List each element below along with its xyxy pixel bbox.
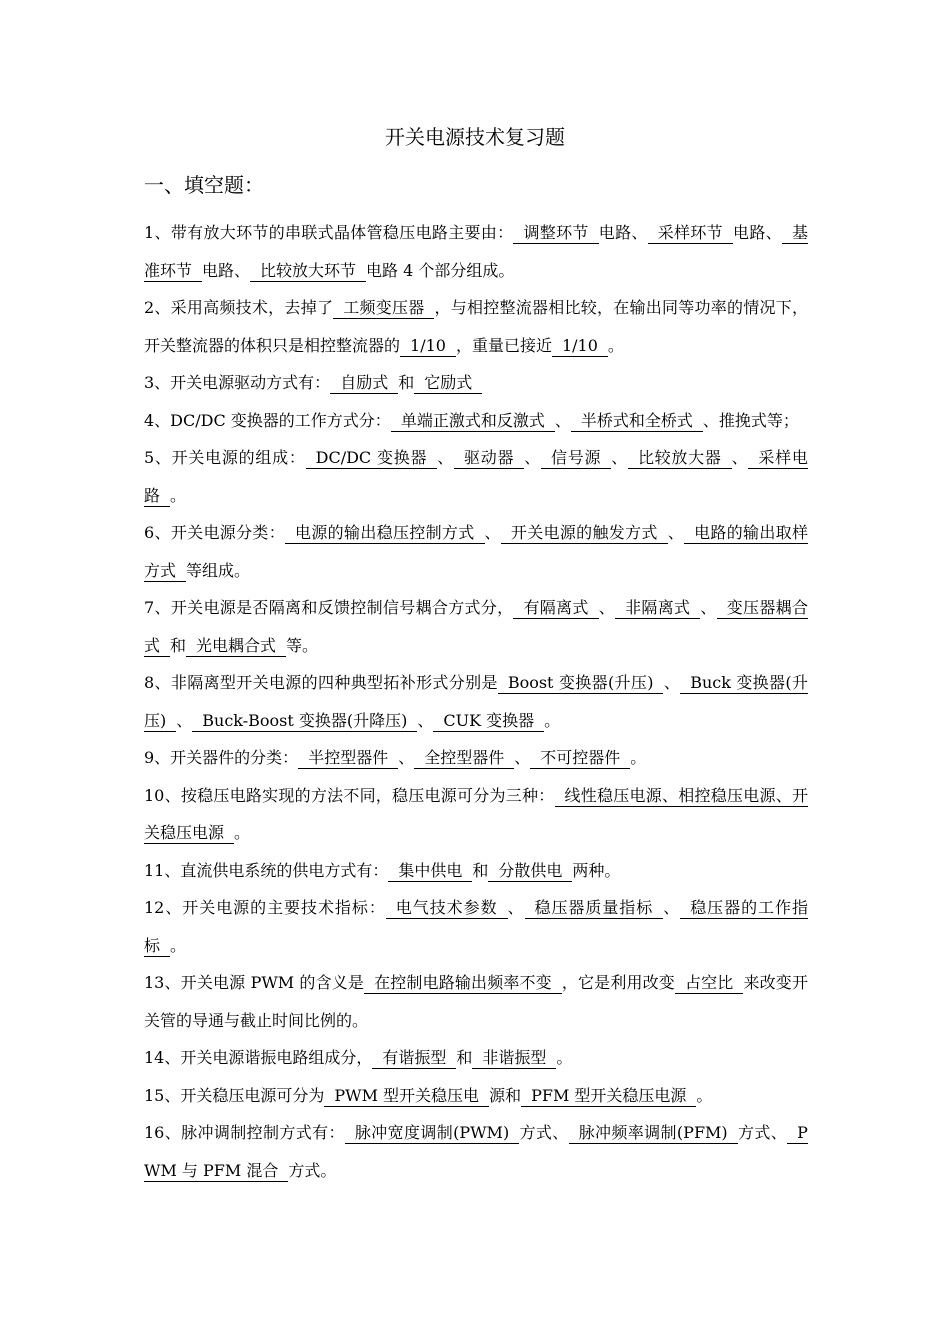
- answer-blank: 有谐振型: [372, 1048, 456, 1069]
- question-text: 、: [484, 523, 501, 542]
- question-text: 3、开关电源驱动方式有：: [144, 373, 331, 392]
- question-text: 和: [170, 635, 187, 655]
- question-text: 电路、: [598, 223, 648, 242]
- question-text: 和: [456, 1048, 473, 1067]
- question-text: 、: [514, 748, 531, 767]
- question-text: 和: [472, 860, 489, 880]
- answer-blank: 它励式: [414, 373, 482, 394]
- question-text: 。: [544, 710, 561, 730]
- question-item: [144, 589, 808, 664]
- answer-blank: 比较放大器: [628, 448, 732, 469]
- answer-blank: PWM 与 PFM 混合: [144, 1123, 808, 1180]
- question-text: 、: [663, 673, 681, 692]
- question-text: 9、开关器件的分类：: [144, 748, 299, 767]
- question-item: [144, 439, 808, 514]
- question-text: 。: [630, 748, 647, 767]
- answer-blank: 集中供电: [388, 861, 472, 882]
- answer-blank: 有隔离式: [513, 598, 598, 619]
- question-text: 。: [696, 1085, 713, 1105]
- question-text: 电路、: [202, 260, 251, 280]
- question-text: 。: [607, 335, 624, 355]
- question-item: [144, 852, 808, 890]
- question-text: 和: [398, 373, 415, 392]
- question-item: [144, 1077, 808, 1115]
- answer-blank: 光电耦合式: [186, 636, 286, 657]
- question-text: 6、开关电源分类：: [144, 523, 286, 542]
- question-text: 、: [398, 748, 415, 767]
- question-item: [144, 889, 808, 964]
- question-text: 7、开关电源是否隔离和反馈控制信号耦合方式分，: [144, 598, 514, 617]
- question-text: 、: [417, 710, 434, 730]
- answer-blank: 电路的输出取样方式: [144, 523, 808, 580]
- answer-blank: 变压器耦合式: [144, 598, 808, 655]
- answer-blank: PFM 型开关稳压电源: [521, 1086, 696, 1107]
- question-text: 等。: [286, 635, 319, 655]
- answer-blank: Buck 变换器(升压): [144, 673, 808, 730]
- question-text: 电路 4 个部分组成。: [366, 260, 515, 280]
- question-text: 5、开关电源的组成：: [144, 448, 306, 467]
- answer-blank: 占空比: [675, 973, 743, 994]
- answer-blank: 工频变压器: [333, 298, 434, 319]
- page-title: 开关电源技术复习题: [385, 125, 565, 149]
- answer-blank: 半桥式和全桥式: [571, 411, 703, 432]
- question-item: [144, 402, 808, 440]
- question-item: [144, 664, 808, 739]
- question-text: 1、带有放大环节的串联式晶体管稳压电路主要由：: [144, 223, 514, 242]
- question-item: [144, 289, 808, 364]
- answer-blank: 单端正激式和反激式: [391, 411, 555, 432]
- answer-blank: 半控型器件: [298, 748, 398, 769]
- question-item: [144, 514, 808, 589]
- question-item: [144, 1039, 808, 1077]
- question-text: ，重量已接近: [455, 335, 552, 355]
- question-text: 。: [170, 935, 187, 955]
- question-list: [144, 214, 808, 1189]
- question-text: ，它是利用改变: [561, 973, 675, 992]
- question-text: 、: [524, 448, 541, 467]
- answer-blank: 比较放大环节: [250, 261, 366, 282]
- question-text: 、: [437, 448, 454, 467]
- question-text: 4、DC/DC 变换器的工作方式分：: [144, 410, 391, 430]
- answer-blank: 全控型器件: [414, 748, 514, 769]
- question-text: 14、开关电源谐振电路组成分，: [144, 1048, 373, 1067]
- answer-blank: 1/10: [400, 336, 456, 357]
- question-text: 、: [667, 523, 685, 542]
- answer-blank: 非谐振型: [472, 1048, 556, 1069]
- question-text: 10、按稳压电路实现的方法不同，稳压电源可分为三种：: [144, 785, 555, 805]
- question-text: 源和: [489, 1085, 522, 1105]
- question-text: 11、直流供电系统的供电方式有：: [144, 860, 389, 880]
- answer-blank: 驱动器: [454, 448, 524, 469]
- question-text: ，与相控整流器相比较，在输出同等功率的情况下，开关整流器的体积只是相控整流器的: [144, 298, 808, 355]
- question-text: 8、非隔离型开关电源的四种典型拓补形式分别是: [144, 673, 498, 692]
- question-text: 、: [700, 598, 717, 617]
- answer-blank: 脉冲宽度调制(PWM): [345, 1123, 519, 1144]
- answer-blank: 不可控器件: [530, 748, 630, 769]
- question-text: 方式。: [288, 1160, 337, 1180]
- question-text: 、推挽式等；: [702, 410, 799, 430]
- answer-blank: DC/DC 变换器: [306, 448, 438, 469]
- answer-blank: 采样电路: [144, 448, 808, 505]
- answer-blank: 电气技术参数: [386, 898, 508, 919]
- question-text: 、: [611, 448, 628, 467]
- question-item: [144, 964, 808, 1039]
- question-item: [144, 777, 808, 852]
- answer-blank: 脉冲频率调制(PFM): [569, 1123, 738, 1144]
- answer-blank: 开关电源的触发方式: [501, 523, 668, 544]
- question-text: 。: [234, 823, 251, 842]
- question-text: 12、开关电源的主要技术指标：: [144, 898, 386, 917]
- answer-blank: Boost 变换器(升压): [498, 673, 664, 694]
- question-text: 来改变开关管的导通与截止时间比例的。: [144, 973, 808, 1030]
- question-text: 16、脉冲调制控制方式有：: [144, 1123, 345, 1142]
- answer-blank: 信号源: [541, 448, 611, 469]
- question-item: [144, 1114, 808, 1189]
- answer-blank: 分散供电: [488, 861, 572, 882]
- question-text: 13、开关电源 PWM 的含义是: [144, 973, 365, 992]
- question-item: [144, 739, 808, 777]
- question-text: 、: [507, 898, 525, 917]
- answer-blank: 稳压器的工作指标: [144, 898, 808, 955]
- question-text: 方式、: [519, 1123, 569, 1142]
- question-text: 15、开关稳压电源可分为: [144, 1085, 325, 1105]
- question-text: 两种。: [572, 860, 621, 880]
- question-text: 2、采用高频技术，去掉了: [144, 298, 334, 317]
- answer-blank: 调整环节: [513, 223, 598, 244]
- question-text: 。: [170, 485, 187, 505]
- question-text: 。: [556, 1048, 573, 1067]
- question-text: 、: [663, 898, 681, 917]
- answer-blank: 非隔离式: [615, 598, 700, 619]
- answer-blank: 采样环节: [648, 223, 733, 244]
- question-text: 、: [554, 410, 571, 430]
- answer-blank: CUK 变换器: [433, 711, 544, 732]
- question-text: 等组成。: [186, 560, 251, 580]
- question-text: 、: [598, 598, 616, 617]
- answer-blank: 自励式: [330, 373, 398, 394]
- question-text: 电路、: [733, 223, 782, 242]
- question-item: [144, 364, 808, 402]
- answer-blank: Buck-Boost 变换器(升降压): [192, 711, 417, 732]
- answer-blank: PWM 型开关稳压电: [324, 1086, 489, 1107]
- section-heading: 一、填空题：: [144, 173, 264, 197]
- answer-blank: 基准环节: [144, 223, 808, 280]
- question-item: [144, 214, 808, 289]
- answer-blank: 线性稳压电源、相控稳压电源、开关稳压电源: [144, 785, 808, 842]
- answer-blank: 电源的输出稳压控制方式: [285, 523, 485, 544]
- answer-blank: 在控制电路输出频率不变: [364, 973, 562, 994]
- answer-blank: 稳压器质量指标: [525, 898, 664, 919]
- answer-blank: 1/10: [552, 336, 608, 357]
- question-text: 、: [176, 710, 193, 730]
- question-text: 方式、: [737, 1123, 788, 1142]
- question-text: 、: [731, 448, 749, 467]
